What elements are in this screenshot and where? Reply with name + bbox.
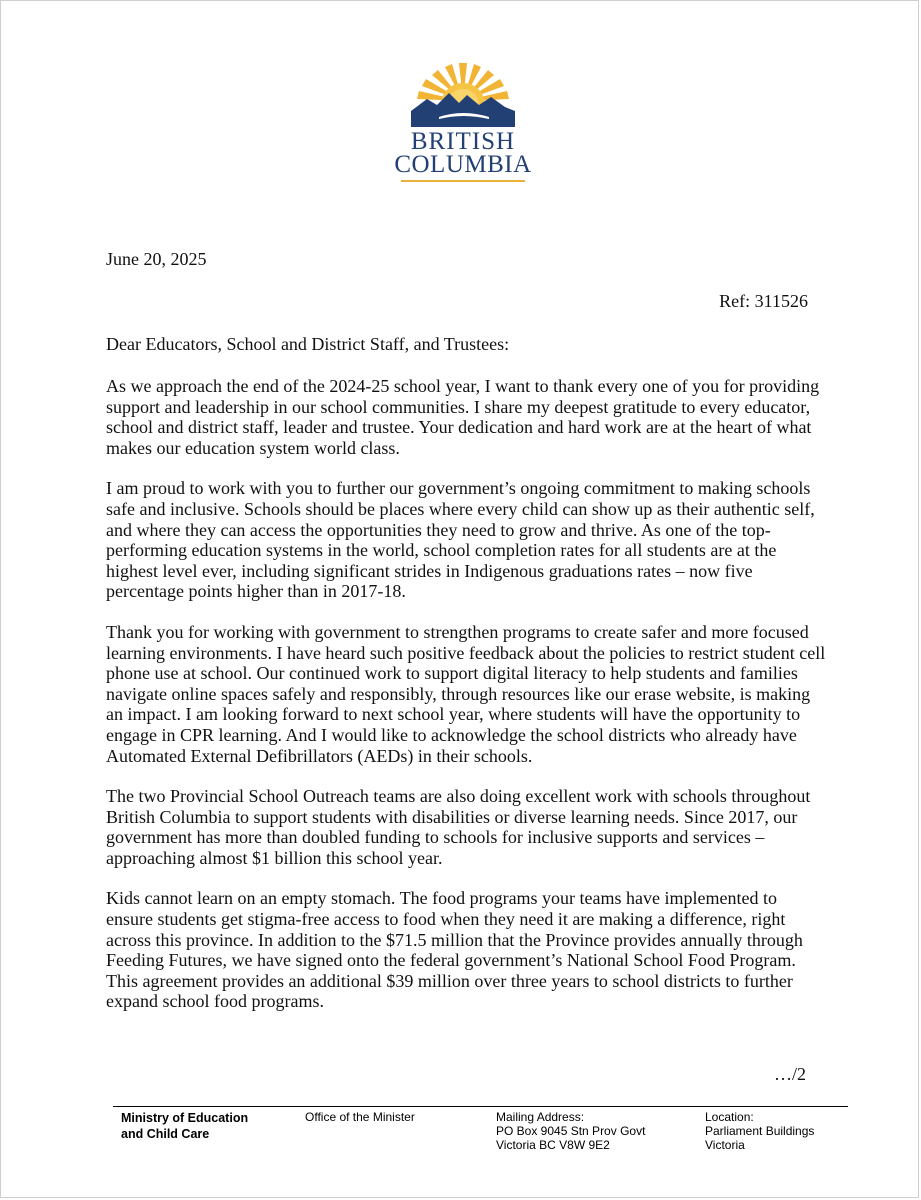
paragraph: The two Provincial School Outreach teams are also doing excellent work with schools throughout British Columbia to support students with disabilities or diverse learning needs. Since 2017, our government has more than doubled funding to schools for inclusive supports and services – approaching almost $1 billion this school year. bbox=[106, 786, 811, 868]
footer-divider bbox=[113, 1106, 848, 1107]
sun-mountains-icon bbox=[409, 61, 517, 127]
footer-mailing-address bbox=[496, 1110, 645, 1152]
paragraph: Thank you for working with government to strengthen programs to create safer and more focused learning environments. I have heard such positive feedback about the policies to restrict student cell phone use at school. Our continued work to support digital literacy to help students and families navigate online spaces safely and responsibly, through resources like our erase website, is making an impact. I am looking forward to next school year, where students will have the opportunity to engage in CPR learning. And I would like to acknowledge the school districts who already have Automated External Defibrillators (AEDs) in their schools. bbox=[106, 621, 826, 766]
logo-text-columbia: COLUMBIA bbox=[394, 151, 532, 178]
ministry-name-line1: Ministry of Education bbox=[121, 1111, 249, 1125]
mailing-label: Mailing Address: bbox=[496, 1110, 585, 1124]
ministry-name-line2: and Child Care bbox=[121, 1127, 210, 1141]
office-name: Office of the Minister bbox=[305, 1110, 415, 1124]
logo-text-british: BRITISH bbox=[410, 128, 516, 155]
reference-number: Ref: 311526 bbox=[719, 291, 808, 311]
page-continuation-marker: …/2 bbox=[773, 1064, 806, 1084]
salutation: Dear Educators, School and District Staff, and Trustees: bbox=[106, 334, 510, 354]
mailing-line2: Victoria BC V8W 9E2 bbox=[496, 1138, 610, 1152]
footer-ministry bbox=[121, 1110, 248, 1142]
location-line2: Victoria bbox=[705, 1138, 745, 1152]
location-line1: Parliament Buildings bbox=[705, 1124, 815, 1138]
paragraph: I am proud to work with you to further our government’s ongoing commitment to making schools safe and inclusive. Schools should be places where every child can show up as their authentic self, and where they can access the opportunities they need to grow and thrive. As one of the top-performing education systems in the world, school completion rates for all students are at the highest level ever, including significant strides in Indigenous graduations rates – now five percentage points higher than in 2017-18. bbox=[106, 478, 815, 602]
paragraph: Kids cannot learn on an empty stomach. The food programs your teams have implemented to ensure students get stigma-free access to food when they need it are making a difference, right across this province. In addition to the $71.5 million that the Province provides annually through Feeding Futures, we have signed onto the federal government’s National School Food Program. This agreement provides an additional $39 million over three years to school districts to further expand school food programs. bbox=[106, 888, 803, 1012]
logo-underline bbox=[401, 180, 525, 182]
footer-location bbox=[705, 1110, 814, 1152]
paragraph: As we approach the end of the 2024-25 school year, I want to thank every one of you for providing support and leadership in our school communities. I share my deepest gratitude to every educator, school and district staff, leader and trustee. Your dedication and hard work are at the heart of what makes our education system world class. bbox=[106, 376, 820, 458]
letter-body bbox=[106, 376, 826, 1032]
bc-government-logo bbox=[393, 61, 533, 186]
mailing-line1: PO Box 9045 Stn Prov Govt bbox=[496, 1124, 646, 1138]
footer-office bbox=[305, 1110, 415, 1124]
location-label: Location: bbox=[705, 1110, 754, 1124]
letter-date: June 20, 2025 bbox=[106, 249, 207, 269]
